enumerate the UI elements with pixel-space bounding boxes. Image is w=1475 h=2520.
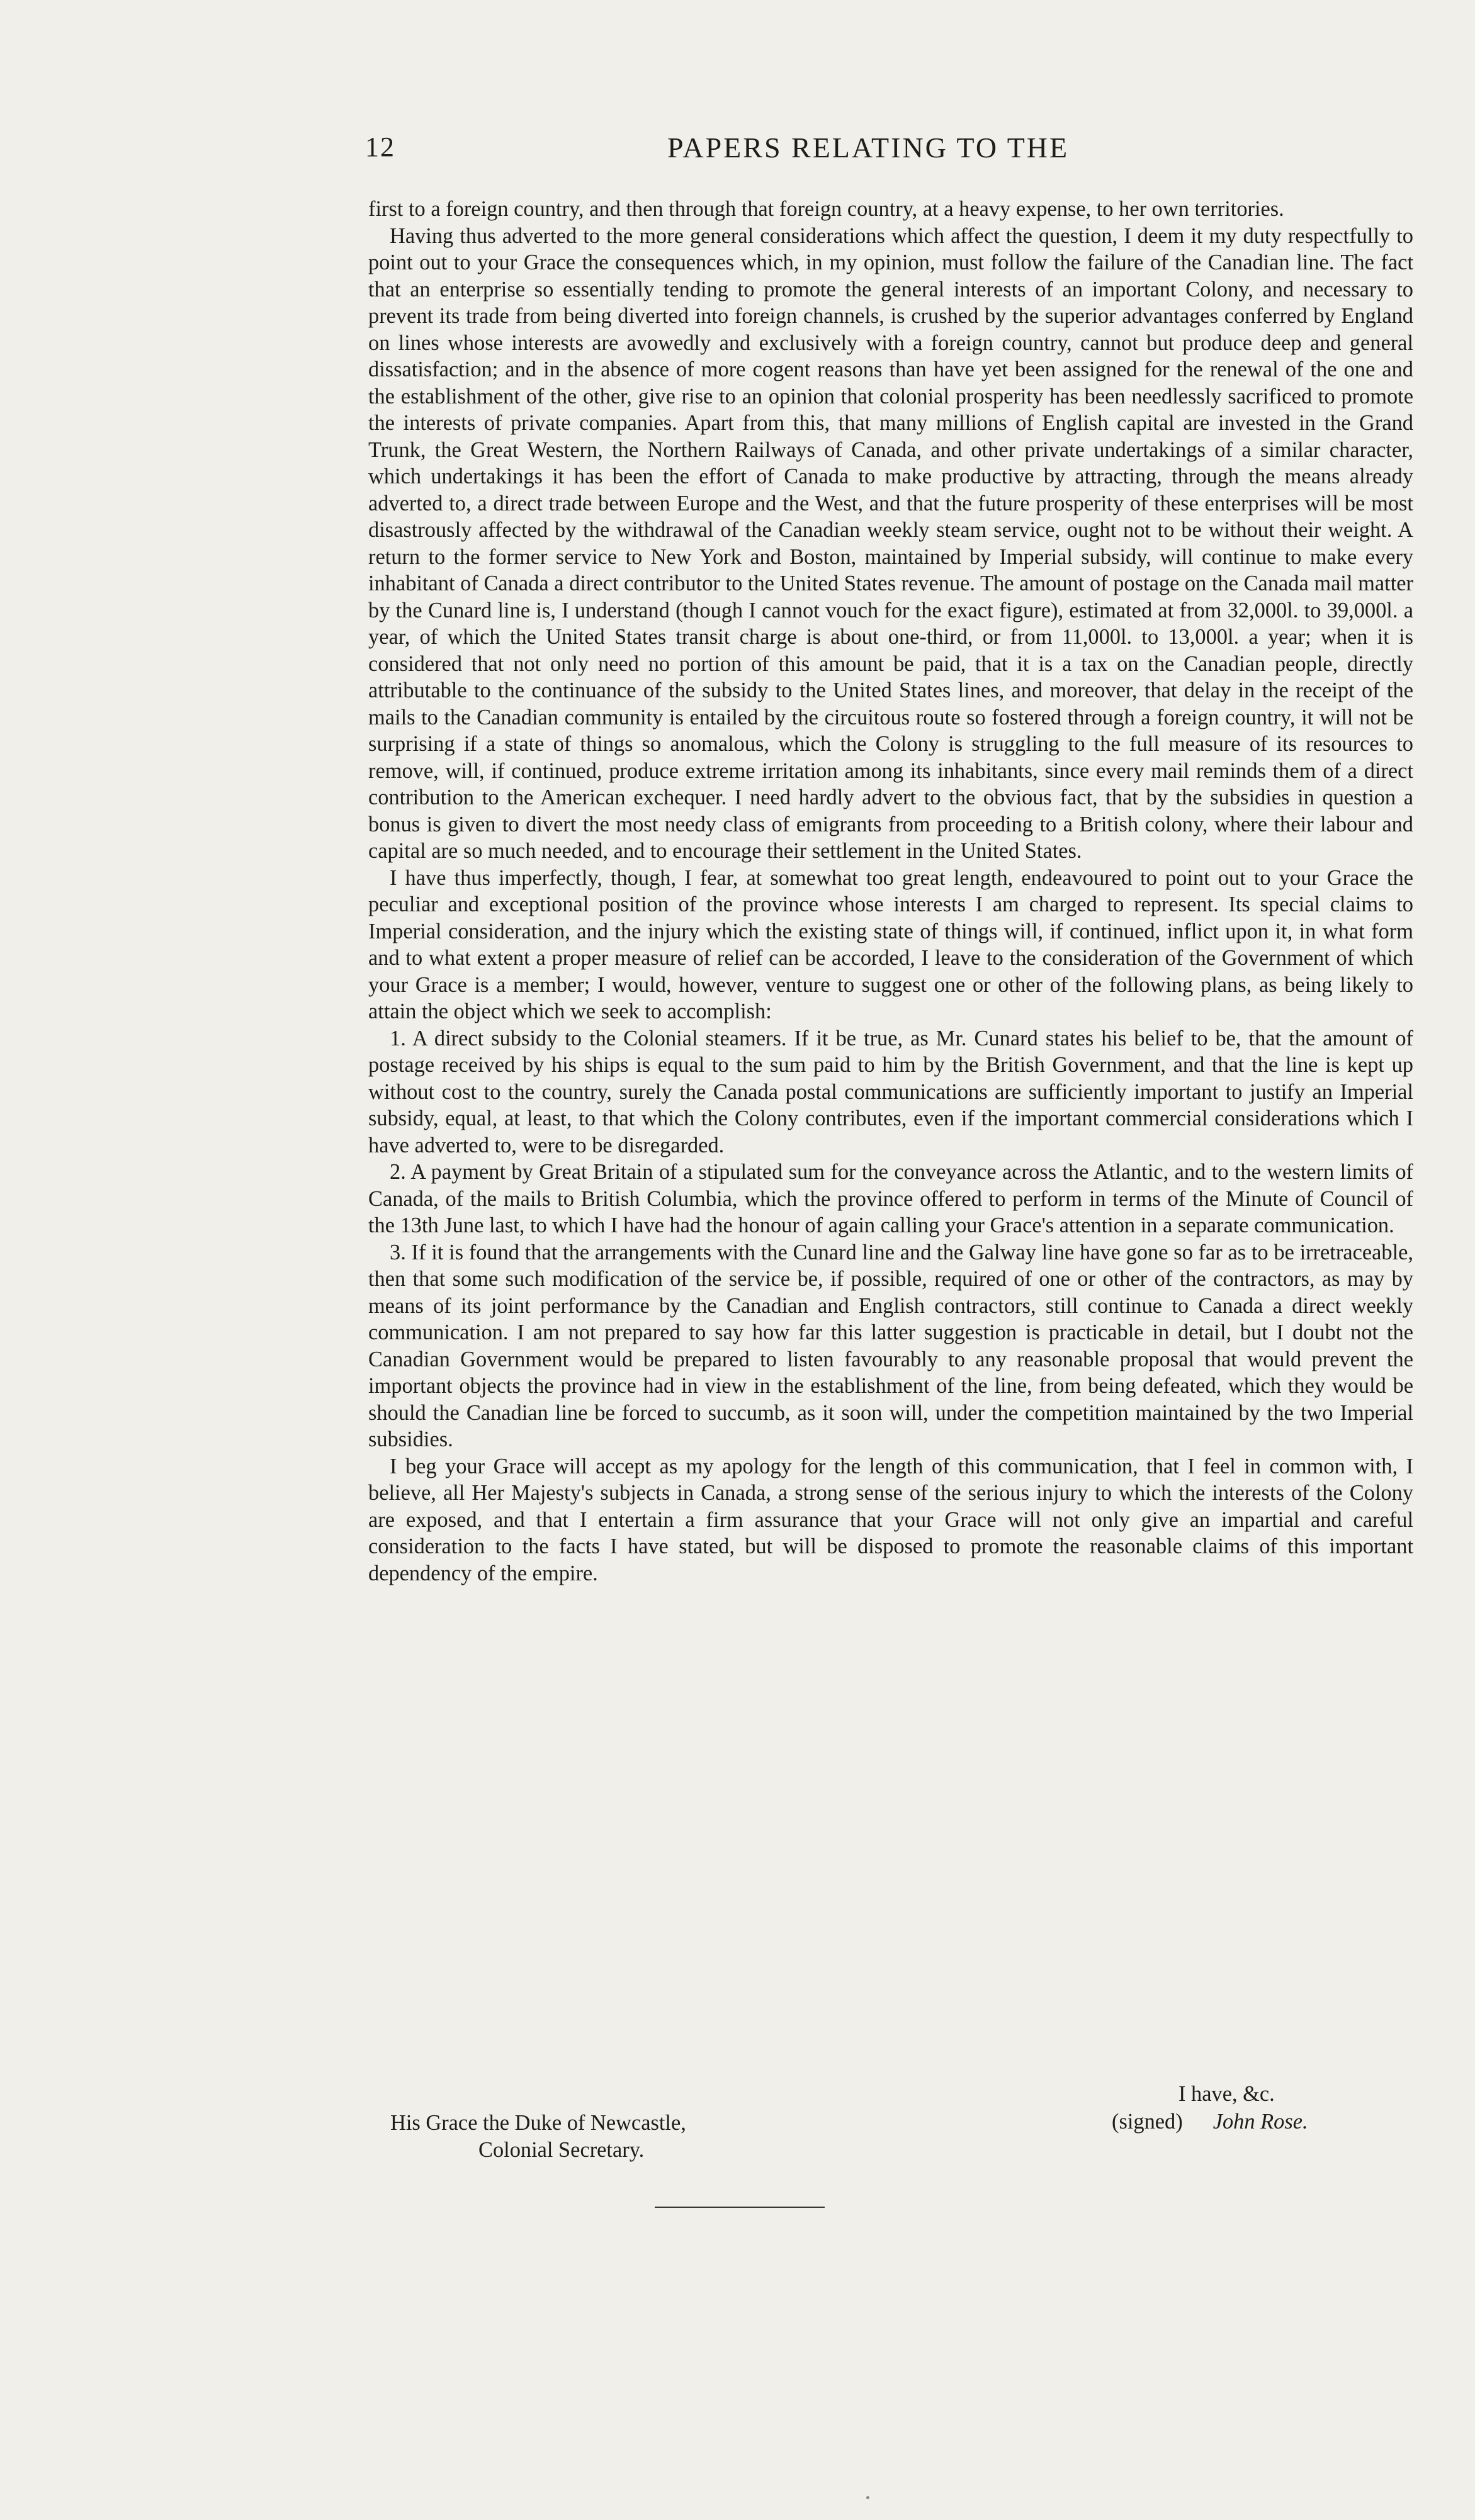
paragraph: I have thus imperfectly, though, I fear, at somewhat too great length, endeavoured to point out to your Grace the peculiar and exceptional position of the province whose interests I am charged to represent. Its special claims to Imperial consideration, and the injury which the existing state of things will, if continued, inflict upon it, in what form and to what extent a proper measure of relief can be accorded, I leave to the consideration of the Government of which your Grace is a member; I would, however, venture to suggest one or other of the following plans, as being likely to attain the object which we seek to accomplish: xyxy=(368,865,1413,1023)
paragraph: I beg your Grace will accept as my apology for the length of this communication, that I feel in common with, I believe, all Her Majesty's subjects in Canada, a strong sense of the serious injury to which the interests of the Colony are exposed, and that I entertain a firm assurance that your Grace will not only give an impartial and careful consideration to the facts I have stated, but will be disposed to promote the reasonable claims of this important dependency of the empire. xyxy=(368,1454,1413,1585)
signed-label: (signed) xyxy=(1112,2110,1183,2134)
running-title: PAPERS RELATING TO THE xyxy=(667,132,1070,164)
addressee-block xyxy=(390,2110,686,2163)
paragraph: 2. A payment by Great Britain of a stipulated sum for the conveyance across the Atlantic, and to the western limits of Canada, of the mails to British Columbia, which the province offered to perform in terms of the Minute of Council of the 13th June last, to which I have had the honour of again calling your Grace's attention in a separate communication. xyxy=(368,1160,1413,1237)
paragraph: Having thus adverted to the more general considerations which affect the question, I deem it my duty respectfully to point out to your Grace the consequences which, in my opinion, must follow the failure of the Canadian line. The fact that an enterprise so essentially tending to promote the general interests of an important Colony, and necessary to prevent its trade from being diverted into foreign channels, is crushed by the superior advantages conferred by England on lines whose interests are avowedly and exclusively with a foreign country, cannot but produce deep and general dissatisfaction; and in the absence of more cogent reasons than have yet been assigned for the renewal of the one and the establishment of the other, give rise to an opinion that colonial prosperity has been needlessly sacrificed to promote the interests of private companies. Apart from this, that many millions of English capital are invested in the Grand Trunk, the Great Western, the Northern Railways of Canada, and other private undertakings of a similar character, which undertakings it has been the effort of Canada to make productive by attracting, through the means already adverted to, a direct trade between Europe and the West, and that the future prosperity of these enterprises will be most disastrously affected by the withdrawal of the Canadian weekly steam service, ought not to be without their weight. A return to the former service to New York and Boston, maintained by Imperial subsidy, will continue to make every inhabitant of Canada a direct contributor to the United States revenue. The amount of postage on the Canada mail matter by the Cunard line is, I understand (though I cannot vouch for the exact figure), estimated at from 32,000l. to 39,000l. a year, of which the United States transit charge is about one-third, or from 11,000l. to 13,000l. a year; when it is considered that not only need no portion of this amount be paid, that it is a tax on the Canadian people, directly attributable to the continuance of the subsidy to the United States lines, and moreover, that delay in the receipt of the mails to the Canadian community is entailed by the circuitous route so fostered through a foreign country, it will not be surprising if a state of things so anomalous, which the Colony is struggling to the full measure of its resources to remove, will, if continued, produce extreme irritation among its inhabitants, since every mail reminds them of a direct contribution to the American exchequer. I need hardly advert to the obvious fact, that by the subsidies in question a bonus is given to divert the most needy class of emigrants from proceeding to a British colony, where their labour and capital are so much needed, and to encourage their settlement in the United States. xyxy=(368,223,1413,863)
signer-name: John Rose. xyxy=(1212,2110,1308,2134)
addressee-name: His Grace the Duke of Newcastle, xyxy=(390,2111,686,2135)
signature-block xyxy=(1112,2110,1308,2134)
page-number: 12 xyxy=(365,132,395,162)
paragraph: 1. A direct subsidy to the Colonial steamers. If it be true, as Mr. Cunard states his belief to be, that the amount of postage received by his ships is equal to the sum paid to him by the British Government, and that the line is kept up without cost to the country, surely the Canada postal communications are sufficiently important to justify an Imperial subsidy, equal, at least, to that which the Colony contributes, even if the important commercial considerations which I have adverted to, were to be disregarded. xyxy=(368,1026,1413,1157)
letter-body xyxy=(368,196,1413,1587)
paragraph: 3. If it is found that the arrangements with the Cunard line and the Galway line have gone so far as to be irretraceable, then that some such modification of the service be, if possible, required of one or other of the contractors, as may by means of its joint performance by the Canadian and English contractors, still continue to Canada a direct weekly communication. I am not prepared to say how far this latter suggestion is practicable in detail, but I doubt not the Canadian Government would be prepared to listen favourably to any reasonable proposal that would prevent the important objects the province had in view in the establishment of the line, from being defeated, which they would be should the Canadian line be forced to succumb, as it soon will, under the competition maintained by the two Imperial subsidies. xyxy=(368,1240,1413,1451)
paper-speck xyxy=(866,2496,869,2499)
paragraph: first to a foreign country, and then through that foreign country, at a heavy expense, to her own territories. xyxy=(368,197,1284,221)
addressee-title: Colonial Secretary. xyxy=(478,2137,645,2162)
section-divider xyxy=(655,2207,825,2208)
valediction: I have, &c. xyxy=(1178,2082,1275,2106)
page-header xyxy=(365,131,1448,171)
